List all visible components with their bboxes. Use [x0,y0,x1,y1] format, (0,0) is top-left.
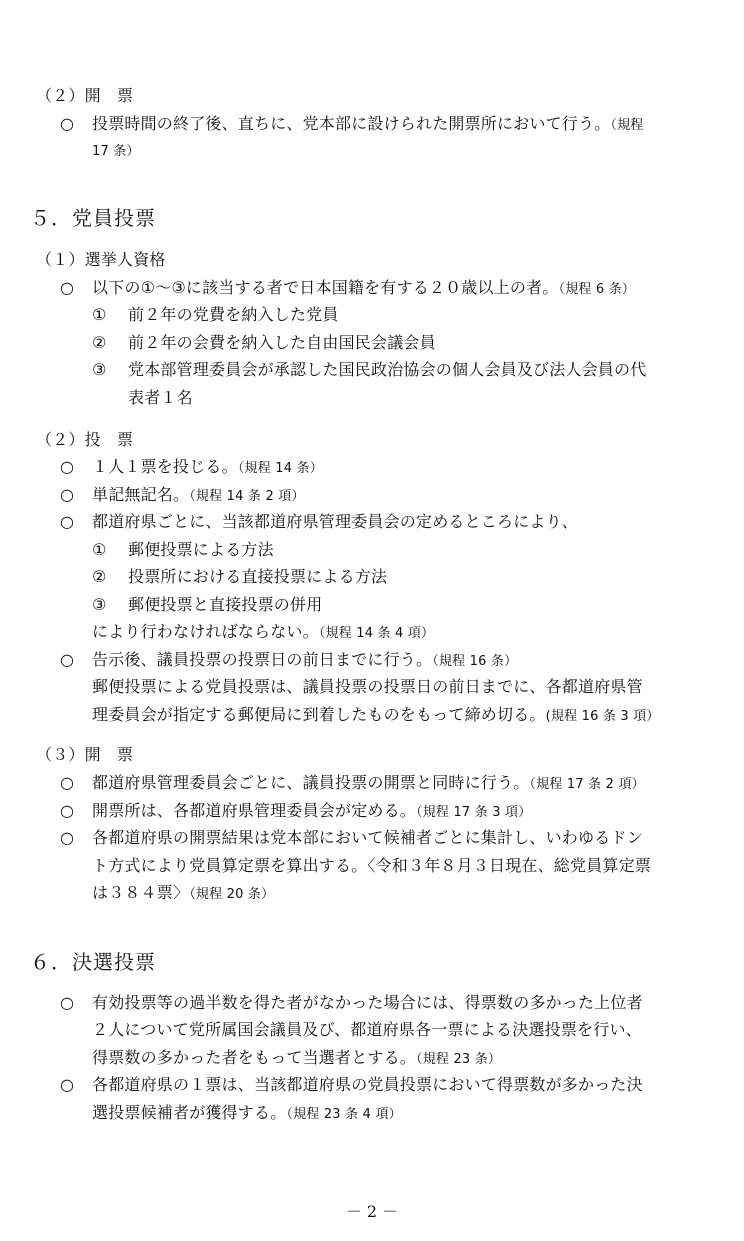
section-heading: （３）開 票 [36,745,134,764]
rule-reference: （規程 14 条 2 項） [189,489,305,504]
page-number: － 2 － [345,1202,399,1221]
list-item-number: ③ [92,595,107,614]
paragraph-text: 単記無記名。 [92,485,190,504]
section-heading: （２）開 票 [36,86,134,105]
rule-reference: （規程 14 条） [237,461,323,476]
paragraph-text: 郵便投票による党員投票は、議員投票の投票日の前日までに、各都道府県管 [92,677,643,696]
paragraph [92,650,517,672]
paragraph [92,1103,402,1125]
bullet-mark: ○ [60,1075,75,1094]
rule-reference: (規程 16 条 3 項） [545,709,660,724]
paragraph-text: 以下の①～③に該当する者で日本国籍を有する２０歳以上の者。 [92,278,559,297]
paragraph [92,773,645,795]
list-item: 郵便投票と直接投票の併用 [128,595,323,614]
rule-reference: （規程 14 条 4 項） [318,626,435,641]
paragraph-text: 有効投票等の過半数を得た者がなかった場合には、得票数の多かった上位者 [92,993,643,1012]
list-item-number: ② [92,567,107,586]
bullet-mark: ○ [60,650,75,669]
paragraph [92,705,660,727]
rule-reference: （規程 23 条） [416,1052,502,1067]
list-item-number: ① [92,540,107,559]
rule-reference: （規程 17 条 2 項） [529,777,645,792]
bullet-mark: ○ [60,485,75,504]
section-heading: （２）投 票 [36,430,134,449]
list-item: 郵便投票による方法 [128,540,274,559]
paragraph [92,114,644,136]
paragraph [92,1048,501,1070]
paragraph [92,883,274,905]
chapter-heading: ５．党員投票 [30,206,156,230]
rule-reference: （規程 23 条 4 項） [286,1107,402,1122]
bullet-mark: ○ [60,801,75,820]
chapter-heading: ６．決選投票 [30,950,156,974]
paragraph [92,457,323,479]
section-heading: （１）選挙人資格 [36,250,166,269]
list-item: 投票所における直接投票による方法 [128,567,388,586]
rule-reference: （規程 17 条 3 項） [416,805,532,820]
paragraph [92,622,434,644]
rule-reference: （規程 16 条） [432,654,518,669]
bullet-mark: ○ [60,114,75,133]
rule-reference: （規程 20 条） [189,887,275,902]
paragraph [92,485,305,507]
rule-reference: 17 条） [92,144,140,159]
bullet-mark: ○ [60,828,75,847]
bullet-mark: ○ [60,457,75,476]
paragraph-text: 都道府県ごとに、当該都道府県管理委員会の定めるところにより、 [92,512,579,531]
paragraph-text: 開票所は、各都道府県管理委員会が定める。 [92,801,417,820]
paragraph-text: ２人について党所属国会議員及び、都道府県各一票による決選投票を行い、 [92,1020,642,1039]
paragraph-text: 各都道府県の開票結果は党本部において候補者ごとに集計し、いわゆるドン [92,828,643,847]
paragraph-text: は３８４票〉 [92,883,190,902]
bullet-mark: ○ [60,278,75,297]
list-item-number: ③ [92,360,107,379]
paragraph-text: ト方式により党員算定票を算出する。〈令和３年８月３日現在、総党員算定票 [92,856,652,875]
paragraph-text: 理委員会が指定する郵便局に到着したものをもって締め切る。 [92,705,546,724]
bullet-mark: ○ [60,773,75,792]
list-item-number: ① [92,305,107,324]
list-item: 党本部管理委員会が承認した国民政治協会の個人会員及び法人会員の代 [128,360,647,379]
list-item: 前２年の党費を納入した党員 [128,305,339,324]
paragraph [92,801,531,823]
list-item-continuation: 表者１名 [128,388,193,407]
paragraph-text: により行わなければならない。 [92,622,319,641]
paragraph [92,278,635,300]
paragraph-text: 各都道府県の１票は、当該都道府県の党員投票において得票数が多かった決 [92,1075,643,1094]
rule-reference: （規程 6 条） [558,282,636,297]
bullet-mark: ○ [60,993,75,1012]
list-item: 前２年の会費を納入した自由国民会議会員 [128,333,436,352]
paragraph-text: 都道府県管理委員会ごとに、議員投票の開票と同時に行う。 [92,773,530,792]
paragraph-text: 告示後、議員投票の投票日の前日までに行う。 [92,650,433,669]
bullet-mark: ○ [60,512,75,531]
paragraph-text: 投票時間の終了後、直ちに、党本部に設けられた開票所において行う。 [92,114,611,133]
paragraph-text: 選投票候補者が獲得する。 [92,1103,287,1122]
paragraph-text: 得票数の多かった者をもって当選者とする。 [92,1048,417,1067]
paragraph-text: １人１票を投じる。 [92,457,238,476]
list-item-number: ② [92,333,107,352]
rule-reference: （規程 [610,118,644,133]
